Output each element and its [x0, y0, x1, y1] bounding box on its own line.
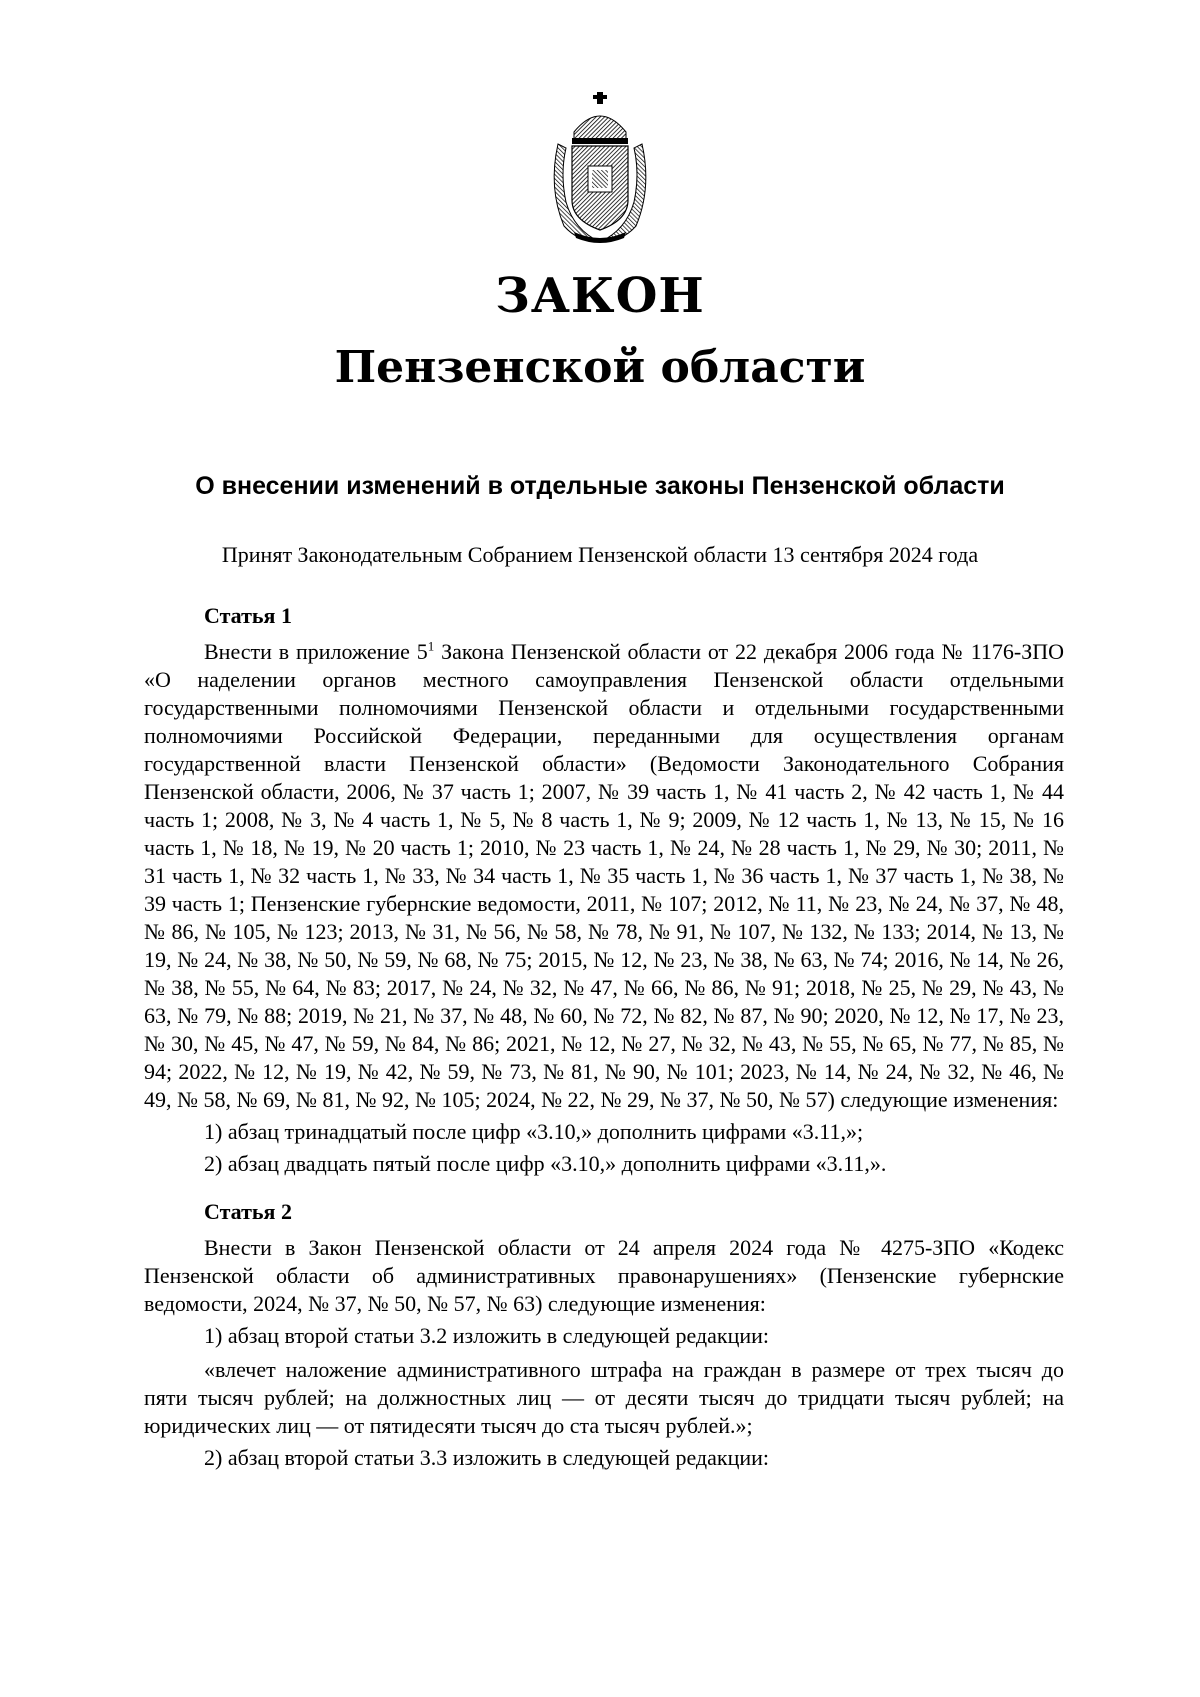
article-1-item-1: 1) абзац тринадцатый после цифр «3.10,» дополнить цифрами «3.11,»; [204, 1119, 864, 1144]
coat-of-arms-icon [544, 92, 656, 244]
law-heading: О внесении изменений в отдельные законы Пензенской области [195, 472, 1005, 500]
article-2-item-2: 2) абзац второй статьи 3.3 изложить в следующей редакции: [204, 1445, 769, 1470]
article-1-title: Статья 1 [204, 603, 292, 628]
article-1-item-2: 2) абзац двадцать пятый после цифр «3.10,» дополнить цифрами «3.11,». [204, 1151, 887, 1176]
article-2-quote: «влечет наложение административного штрафа на граждан в размере от трех тысяч до пяти тысяч рублей; на должностных лиц — от десяти тысяч до тридцати тысяч рублей; на юридических лиц — от пятидесяти тысяч до ста тысяч рублей.»; [144, 1357, 1064, 1438]
adoption-line: Принят Законодательным Собранием Пензенской области 13 сентября 2024 года [221, 542, 979, 567]
article-1-para-start: Внести в приложение 5 [204, 639, 428, 664]
document-body [144, 600, 1064, 1472]
spacer [144, 1178, 1064, 1196]
article-2-paragraph: Внести в Закон Пензенской области от 24 апреля 2024 года № 4275-ЗПО «Кодекс Пензенской области об административных правонарушениях» (Пензенские губернские ведомости, 2024, № 37, № 50, № 57, № 63) следующие изменения: [144, 1235, 1064, 1316]
article-1-superscript: 1 [427, 638, 435, 654]
article-2-title: Статья 2 [204, 1199, 292, 1224]
document-title: ЗАКОН [495, 268, 705, 324]
article-2-item-1: 1) абзац второй статьи 3.2 изложить в следующей редакции: [204, 1323, 769, 1348]
document-subtitle: Пензенской области [334, 342, 866, 393]
article-1-para-rest: Закона Пензенской области от 22 декабря 2006 года № 1176-ЗПО «О наделении органов местного самоуправления Пензенской области отдельными государственными полномочиями Пензенской области и отдельными государственными полномочиями Российской Федерации, переданными для осуществления органам государственной власти Пензенской области» (Ведомости Законодательного Собрания Пензенской области, 2006, № 37 часть 1; 2007, № 39 часть 1, № 41 часть 2, № 42 часть 1, № 44 часть 1; 2008, № 3, № 4 часть 1, № 5, № 8 часть 1, № 9; 2009, № 12 часть 1, № 13, № 15, № 16 часть 1, № 18, № 19, № 20 часть 1; 2010, № 23 часть 1, № 24, № 28 часть 1, № 29, № 30; 2011, № 31 часть 1, № 32 часть 1, № 33, № 34 часть 1, № 35 часть 1, № 36 часть 1, № 37 часть 1, № 38, № 39 часть 1; Пензенские губернские ведомости, 2011, № 107; 2012, № 11, № 23, № 24, № 37, № 48, № 86, № 105, № 123; 2013, № 31, № 56, № 58, № 78, № 91, № 107, № 132, № 133; 2014, № 13, № 19, № 24, № 38, № 50, № 59, № 68, № 75; 2015, № 12, № 23, № 38, № 63, № 74; 2016, № 14, № 26, № 38, № 55, № 64, № 83; 2017, № 24, № 32, № 47, № 66, № 86, № 91; 2018, № 25, № 29, № 43, № 63, № 79, № 88; 2019, № 21, № 37, № 48, № 60, № 72, № 82, № 87, № 90; 2020, № 12, № 17, № 23, № 30, № 45, № 47, № 59, № 84, № 86; 2021, № 12, № 27, № 32, № 43, № 55, № 65, № 77, № 85, № 94; 2022, № 12, № 19, № 42, № 59, № 73, № 81, № 90, № 101; 2023, № 14, № 24, № 32, № 46, № 49, № 58, № 69, № 81, № 92, № 105; 2024, № 22, № 29, № 37, № 50, № 57) следующие изменения: [144, 639, 1065, 1112]
coat-of-arms-emblem [544, 92, 656, 244]
article-1-paragraph [144, 638, 1064, 1114]
